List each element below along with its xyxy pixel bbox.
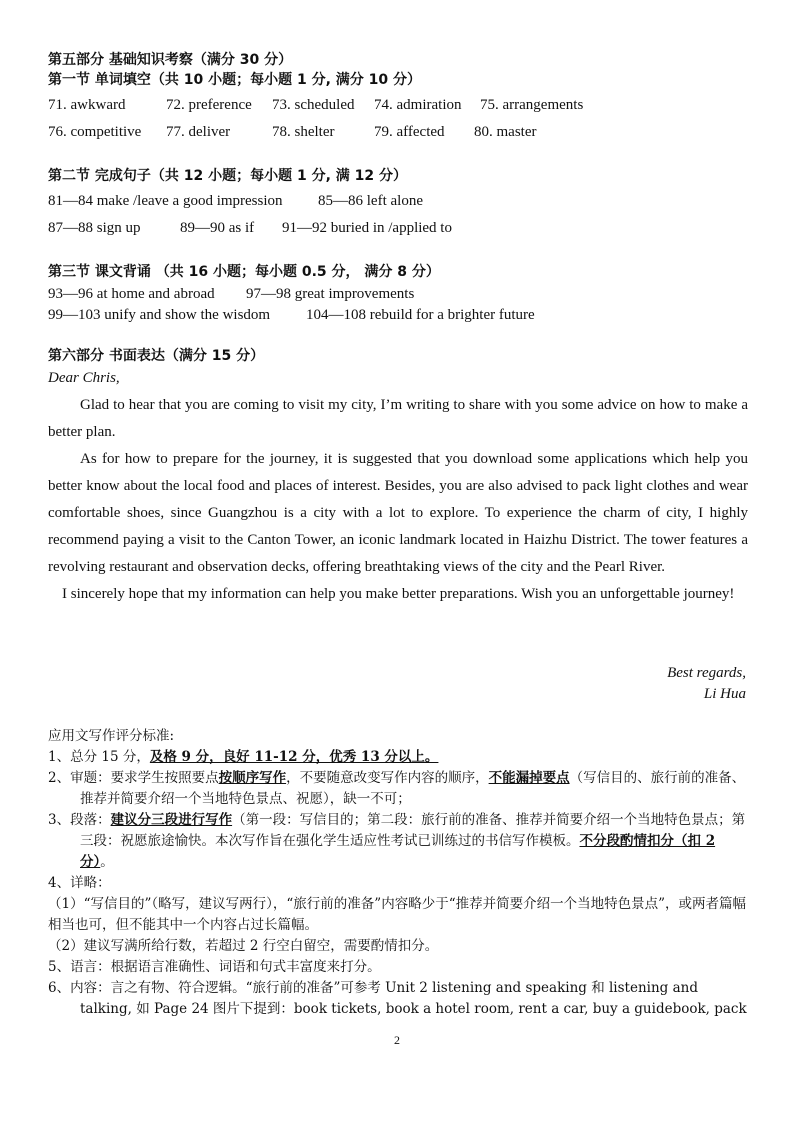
criteria-4-2: （2）建议写满所给行数，若超过 2 行空白留空，需要酌情扣分。 [48, 938, 439, 954]
answer-row-76-80 [48, 122, 748, 142]
letter-salutation: Dear Chris, [48, 370, 120, 386]
answer-79: 79. affected [374, 124, 445, 140]
criteria-1-emphasis: 及格 9 分，良好 11-12 分，优秀 13 分以上。 [149, 749, 439, 765]
answer-81-84: 81—84 make /leave a good impression [48, 193, 283, 209]
answer-97-98: 97—98 great improvements [246, 286, 415, 302]
section2-title: 第二节 完成句子（共 12 小题；每小题 1 分, 满 12 分） [48, 168, 408, 184]
answer-87-88: 87—88 sign up [48, 220, 141, 236]
answer-104-108: 104—108 rebuild for a brighter future [306, 307, 535, 323]
scoring-criteria [48, 726, 748, 1020]
answer-80: 80. master [474, 124, 537, 140]
letter-signature: Li Hua [703, 686, 746, 702]
part5-title: 第五部分 基础知识考察（满分 30 分） [48, 52, 293, 68]
answer-89-90: 89—90 as if [180, 220, 255, 236]
criteria-2-emphasis-points: 不能漏掉要点 [488, 770, 570, 786]
page-number: 2 [394, 1033, 400, 1047]
criteria-5: 5、语言：根据语言准确性、词语和句式丰富度来打分。 [48, 959, 381, 975]
answer-row-87-92 [48, 218, 748, 238]
answer-73: 73. scheduled [272, 97, 355, 113]
part6-title: 第六部分 书面表达（满分 15 分） [48, 348, 265, 364]
answer-85-86: 85—86 left alone [318, 193, 423, 209]
criteria-1: 1、总分 15 分，及格 9 分，良好 11-12 分，优秀 13 分以上。 [48, 749, 439, 765]
criteria-6: 6、内容：言之有物、符合逻辑。“旅行前的准备”可参考 Unit 2 listening and speaking 和 listening and talking, 如 Page 24 图片下提到：book tickets, book a hotel room, rent a car, buy a guidebook, pack [48, 980, 747, 1017]
criteria-2-emphasis-order: 按顺序写作 [218, 770, 287, 786]
letter-signoff [667, 663, 746, 705]
section1-title: 第一节 单词填空（共 10 小题；每小题 1 分, 满分 10 分） [48, 72, 422, 88]
criteria-4: 4、详略： [48, 875, 111, 891]
criteria-4-1: （1）“写信目的”（略写，建议写两行），“旅行前的准备”内容略少于“推荐并简要介绍一个当地特色景点”，或两者篇幅相当也可，但不能其中一个内容占过长篇幅。 [48, 896, 746, 933]
answer-78: 78. shelter [272, 124, 335, 140]
letter-closing: Best regards, [667, 665, 746, 681]
answer-99-103: 99—103 unify and show the wisdom [48, 307, 271, 323]
answer-91-92: 91—92 buried in /applied to [282, 220, 452, 236]
criteria-2: 2、审题：要求学生按照要点按顺序写作，不要随意改变写作内容的顺序，不能漏掉要点（写信目的、旅行前的准备、推荐并简要介绍一个当地特色景点、祝愿），缺一不可； [48, 770, 746, 807]
letter-paragraph-3: I sincerely hope that my information can help you make better preparations. Wish you an unforgettable journey! [62, 586, 735, 602]
answer-72: 72. preference [166, 97, 252, 113]
answer-71: 71. awkward [48, 97, 126, 113]
answer-row-81-86 [48, 191, 748, 211]
answer-77: 77. deliver [166, 124, 231, 140]
answer-75: 75. arrangements [480, 97, 584, 113]
letter-paragraph-1: Glad to hear that you are coming to visit my city, I’m writing to share with you some advice on how to make a better plan. [48, 397, 748, 440]
criteria-title: 应用文写作评分标准: [48, 728, 175, 744]
criteria-3-emphasis-penalty: 不分段酌情扣分（扣 2 分） [80, 833, 716, 870]
answer-76: 76. competitive [48, 124, 142, 140]
answer-row-71-75 [48, 95, 748, 115]
criteria-3: 3、段落：建议分三段进行写作（第一段：写信目的；第二段：旅行前的准备、推荐并简要介绍一个当地特色景点；第三段：祝愿旅途愉快。本次写作旨在强化学生适应性考试已训练过的书信写作模板。不分段酌情扣分（扣 2 分）。 [48, 812, 746, 870]
sample-letter [48, 365, 748, 608]
answer-74: 74. admiration [374, 97, 462, 113]
letter-paragraph-2: As for how to prepare for the journey, it is suggested that you download some applications which help you better know about the local food and places of interest. Besides, you are also advised to pack light clothes and wear comfortable shoes, since Guangzhou is a city with a lot to explore. To experience the charm of city, I highly recommend paying a visit to the Canton Tower, an iconic landmark located in Haizhu District. The tower features a revolving restaurant and observation decks, offering breathtaking views of the city and the Pearl River. [48, 451, 748, 575]
answer-row-93-98 [48, 284, 748, 304]
answer-row-99-108 [48, 305, 748, 325]
section3-title: 第三节 课文背诵 （共 16 小题；每小题 0.5 分， 满分 8 分） [48, 264, 440, 280]
answer-93-96: 93—96 at home and abroad [48, 286, 215, 302]
criteria-3-emphasis-paragraphs: 建议分三段进行写作 [110, 812, 233, 828]
